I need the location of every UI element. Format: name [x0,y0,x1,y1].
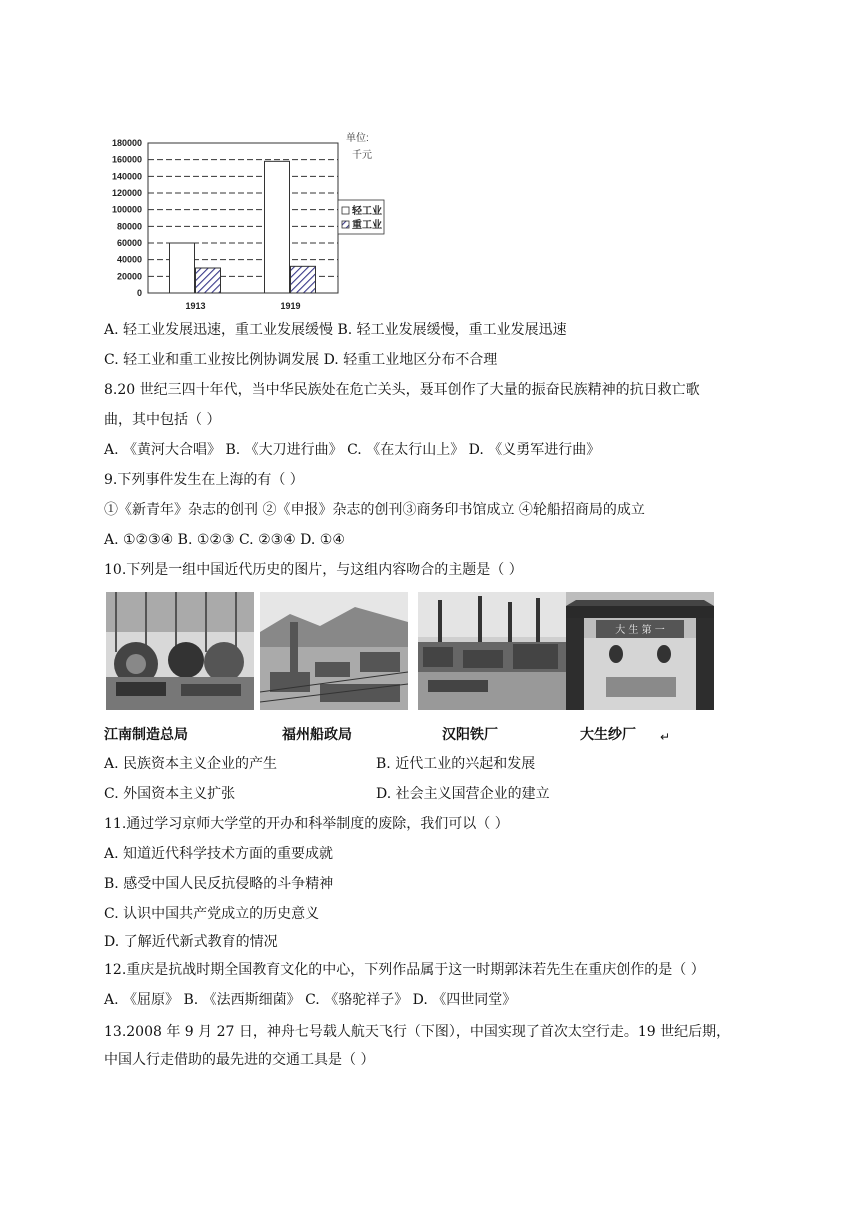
caption-fuzhou: 福州船政局 [282,727,352,743]
caption-dasheng: 大生纱厂 [580,727,636,743]
q10-option-b: B. 近代工业的兴起和发展 [376,756,536,772]
y-tick-label: 0 [136,288,142,298]
bar-light-1913 [170,243,195,293]
x-tick-label: 1913 [185,301,206,311]
q8-stem-line2: 曲，其中包括（ ） [104,412,221,428]
industry-output-chart [100,128,400,318]
q7-options-ab: A. 轻工业发展迅速，重工业发展缓慢 B. 轻工业发展缓慢，重工业发展迅速 [104,322,567,338]
q11-option-c: C. 认识中国共产党成立的历史意义 [104,906,320,922]
y-tick-label: 160000 [111,154,142,165]
q9-stem: 9.下列事件发生在上海的有（ ） [104,472,304,488]
photo-dasheng-mill-gate [566,592,714,710]
return-mark: ↵ [660,730,671,744]
caption-jiangnan: 江南制造总局 [104,727,188,743]
legend [338,200,384,234]
q8-options: A. 《黄河大合唱》 B. 《大刀进行曲》 C. 《在太行山上》 D. 《义勇军进行曲》 [104,442,601,458]
q10-option-c: C. 外国资本主义扩张 [104,786,236,802]
q13-stem-line1: 13.2008 年 9 月 27 日，神舟七号载人航天飞行（下图），中国实现了首次太空行走。19 世纪后期， [104,1024,731,1040]
q7-options-cd: C. 轻工业和重工业按比例协调发展 D. 轻重工业地区分布不合理 [104,352,498,368]
y-tick-label: 80000 [116,221,142,232]
photo-hanyang-ironworks [418,592,566,710]
legend-swatch-light [342,207,349,214]
q11-stem: 11.通过学习京师大学堂的开办和科举制度的废除，我们可以（ ） [104,816,509,832]
y-tick-label: 180000 [111,138,142,148]
y-tick-label: 140000 [111,171,142,182]
q11-option-a: A. 知道近代科学技术方面的重要成就 [104,846,334,862]
legend-label-light: 轻工业 [352,206,382,217]
y-tick-label: 120000 [111,188,142,198]
x-tick-label: 1919 [280,301,301,311]
y-tick-label: 20000 [116,271,142,282]
unit-label-1: 单位: [346,133,369,144]
gate-plaque-text: 大 生 第 一 [615,625,665,636]
caption-hanyang: 汉阳铁厂 [442,727,498,743]
y-tick-label: 60000 [116,238,142,248]
q10-option-d: D. 社会主义国营企业的建立 [376,786,550,802]
q9-options: A. ①②③④ B. ①②③ C. ②③④ D. ①④ [104,532,345,548]
y-tick-label: 40000 [116,254,142,265]
unit-label-2: 千元 [352,150,372,161]
q10-option-a: A. 民族资本主义企业的产生 [104,756,278,772]
bar-heavy-1913 [196,268,221,293]
bar-light-1919 [265,161,290,293]
photo-jiangnan-arsenal [106,592,254,710]
q12-stem: 12.重庆是抗战时期全国教育文化的中心，下列作品属于这一时期郭沫若先生在重庆创作的是（ ） [104,962,705,978]
q12-options: A. 《屈原》 B. 《法西斯细菌》 C. 《骆驼祥子》 D. 《四世同堂》 [104,992,517,1008]
q13-stem-line2: 中国人行走借助的最先进的交通工具是（ ） [104,1052,375,1068]
bar-heavy-1919 [291,266,316,293]
q10-stem: 10.下列是一组中国近代历史的图片，与这组内容吻合的主题是（ ） [104,562,523,578]
legend-label-heavy: 重工业 [352,220,382,231]
q11-option-d: D. 了解近代新式教育的情况 [104,934,278,950]
q9-items: ①《新青年》杂志的创刊 ②《申报》杂志的创刊③商务印书馆成立 ④轮船招商局的成立 [104,502,645,518]
photo-fuzhou-shipyard [260,592,408,710]
q8-stem-line1: 8.20 世纪三四十年代，当中华民族处在危亡关头，聂耳创作了大量的振奋民族精神的抗日救亡歌 [104,382,700,398]
q11-option-b: B. 感受中国人民反抗侵略的斗争精神 [104,876,334,892]
y-tick-label: 100000 [111,204,142,215]
legend-swatch-heavy [342,221,349,228]
